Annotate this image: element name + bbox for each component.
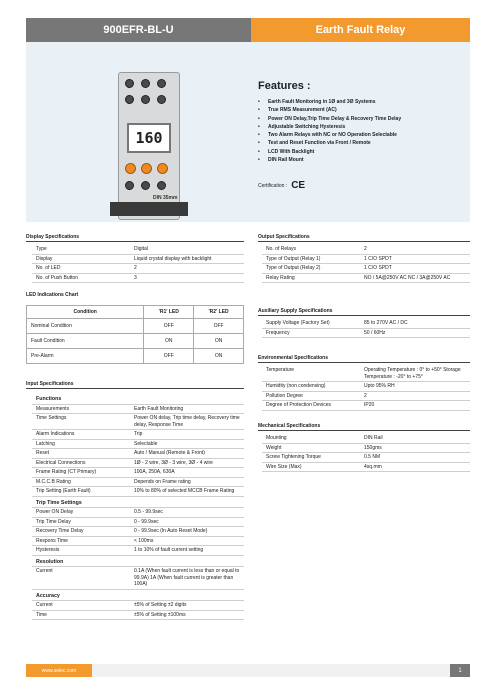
spec-value: 0 - 99.9sec (In Auto Reset Mode) — [134, 528, 208, 534]
spec-label: No. of Relays — [266, 246, 297, 252]
mech-spec-table — [262, 434, 470, 472]
spec-label: Pollution Degree — [266, 392, 303, 399]
spec-label: Mounting — [266, 435, 287, 441]
aux-spec-title: Auxiliary Supply Specifications — [258, 308, 333, 314]
led-header-cell: Condition — [27, 306, 144, 319]
table-row — [32, 508, 244, 518]
spec-label: Latching — [36, 440, 55, 447]
table-row — [32, 273, 244, 283]
spec-label: Display — [36, 255, 53, 262]
table-row — [32, 610, 244, 620]
led-chart-title: LED Indications Chart — [26, 292, 79, 298]
trip-time-heading: Trip Time Settings — [36, 499, 82, 506]
led-chart-table — [26, 305, 244, 364]
spec-label: Respons Time — [36, 537, 68, 544]
spec-label: Temperature — [266, 367, 295, 373]
cert-label: Certification : — [258, 182, 288, 189]
table-row — [32, 567, 244, 590]
spec-value: 0 - 99.9sec — [134, 518, 159, 525]
table-row — [32, 254, 244, 264]
spec-value: 1 C/O SPDT — [364, 255, 392, 262]
spec-label: Frequency — [266, 329, 290, 336]
table-row — [32, 517, 244, 527]
table-row — [262, 245, 470, 254]
divider — [26, 388, 244, 389]
spec-value: 1 C/O SPDT — [364, 265, 392, 271]
table-row — [262, 382, 470, 392]
spec-label: Relay Rating — [266, 274, 295, 281]
table-row — [262, 273, 470, 283]
led-cell: OFF — [144, 319, 194, 334]
env-spec-title: Environmental Specifications — [258, 355, 329, 361]
spec-label: Measurements — [36, 405, 70, 412]
divider — [258, 315, 470, 316]
led-row — [27, 334, 244, 349]
feature-item: • LCD With Backlight — [258, 148, 473, 156]
accuracy-heading: Accuracy — [36, 592, 60, 599]
spec-label: Time — [36, 611, 47, 618]
table-row — [32, 527, 244, 537]
spec-label: Time Settings — [36, 415, 67, 421]
led-cell: Pre-Alarm — [27, 349, 144, 364]
spec-value: 2 — [364, 392, 367, 399]
led-row — [27, 319, 244, 334]
divider — [26, 241, 244, 242]
spec-value: Earth Fault Monitoring — [134, 405, 184, 412]
spec-value: 1Ø - 2 wire, 3Ø - 3 wire, 3Ø - 4 wire — [134, 459, 213, 466]
feature-item: • Power ON Delay,Trip Time Delay & Recovery Time Delay — [258, 115, 473, 123]
spec-label: Alarm Indications — [36, 431, 75, 437]
table-row — [32, 477, 244, 487]
website-link[interactable]: www.selec.com — [26, 664, 92, 677]
spec-value: 0.5 NM — [364, 454, 381, 460]
display-spec-table — [32, 245, 244, 283]
spec-value: Operating Temperature : 0° to +50° Storage Temperature : -20° to +75° — [364, 367, 461, 380]
table-row — [32, 468, 244, 478]
spec-label: Current — [36, 602, 53, 608]
spec-label: Type of Output (Relay 2) — [266, 265, 321, 271]
spec-label: Trip Time Delay — [36, 518, 71, 525]
spec-value: 100A, 250A, 630A — [134, 469, 175, 475]
led-header-cell: 'R1' LED — [144, 306, 194, 319]
spec-label: Recovery Time Delay — [36, 528, 84, 534]
spec-value: 1 to 10% of fault current setting — [134, 547, 204, 553]
spec-value: Selectable — [134, 440, 158, 447]
table-row — [262, 254, 470, 264]
footer-bar — [26, 664, 470, 677]
functions-heading: Functions — [36, 396, 62, 402]
spec-label: Supply Voltage (Factory Set) — [266, 320, 330, 326]
spec-value: < 100ms — [134, 537, 154, 544]
divider — [258, 241, 470, 242]
feature-item: • Test and Reset Function via Front / Remote — [258, 139, 473, 147]
led-cell: Nominal Condition — [27, 319, 144, 334]
led-cell: ON — [194, 334, 244, 349]
feature-item: • Earth Fault Monitoring in 1Ø and 3Ø Systems — [258, 98, 473, 106]
product-title: Earth Fault Relay — [251, 18, 470, 42]
feature-item: • Adjustable Switching Hysteresis — [258, 123, 473, 131]
table-row — [262, 401, 470, 411]
spec-label: Screw Tightening Torque — [266, 454, 321, 460]
spec-value: DIN Rail — [364, 435, 383, 441]
model-number: 900EFR-BL-U — [26, 18, 251, 42]
spec-value: Depends on Frame rating — [134, 478, 191, 485]
env-spec-table — [262, 366, 470, 411]
spec-value: 4sq.mm — [364, 463, 382, 470]
spec-label: Degree of Protection Devices — [266, 402, 332, 408]
spec-label: Current — [36, 568, 53, 574]
led-cell: ON — [144, 334, 194, 349]
spec-label: Type — [36, 246, 47, 252]
spec-value: Trip — [134, 431, 143, 437]
spec-label: Wire Size (Max) — [266, 463, 302, 470]
spec-value: 2 — [134, 265, 137, 271]
mech-spec-title: Mechanical Specifications — [258, 423, 321, 429]
spec-label: M.C.C.B Rating — [36, 478, 71, 485]
spec-label: No. of LED — [36, 265, 61, 271]
table-row — [262, 443, 470, 453]
spec-value: Power ON delay, Trip time delay, Recovery time delay, Response Time — [134, 415, 240, 428]
spec-label: Humidity (non condensing) — [266, 383, 326, 389]
spec-value: IP20 — [364, 402, 375, 408]
spec-label: Electrical Connections — [36, 459, 86, 466]
spec-value: ±5% of Setting ±100ms — [134, 611, 186, 618]
spec-label: Weight — [266, 444, 282, 451]
table-row — [32, 601, 244, 611]
output-spec-title: Output Specifications — [258, 234, 310, 240]
header-bar — [26, 18, 470, 42]
spec-value: 10% to 80% of selected MCCB Frame Rating — [134, 488, 235, 494]
spec-value: Digital — [134, 246, 148, 252]
divider — [258, 362, 470, 363]
spec-value: Upto 95% RH — [364, 383, 395, 389]
page-number: 1 — [450, 664, 470, 677]
spec-label: Trip Setting (Earth Fault) — [36, 488, 91, 494]
led-cell: ON — [194, 349, 244, 364]
subheading-row — [32, 589, 244, 601]
feature-item: • Two Alarm Relays with NC or NO Operation Selectable — [258, 131, 473, 139]
led-cell: OFF — [144, 349, 194, 364]
resolution-heading: Resolution — [36, 558, 64, 565]
spec-label: No. of Push Button — [36, 274, 78, 281]
table-row — [32, 439, 244, 449]
subheading-row — [32, 393, 244, 404]
spec-value: 85 to 270V AC / DC — [364, 320, 408, 326]
led-cell: OFF — [194, 319, 244, 334]
device-lcd: 160 — [127, 123, 171, 153]
spec-value: Liquid crystal display with backlight — [134, 255, 212, 262]
table-row — [32, 536, 244, 546]
led-header-cell: 'R2' LED — [194, 306, 244, 319]
output-spec-table — [262, 245, 470, 283]
feature-item: • DIN Rail Mount — [258, 156, 473, 164]
led-cell: Fault Condition — [27, 334, 144, 349]
spec-value: 50 / 60Hz — [364, 329, 386, 336]
divider — [258, 430, 470, 431]
table-row — [262, 366, 470, 382]
spec-label: Reset — [36, 450, 50, 456]
table-row — [262, 453, 470, 463]
spec-value: Auto / Manual (Remote & Front) — [134, 450, 205, 456]
spec-value: 3 — [134, 274, 137, 281]
table-row — [32, 404, 244, 414]
feature-item: • True RMS Measurement (AC) — [258, 106, 473, 114]
led-row — [27, 349, 244, 364]
spec-label: Power ON Delay — [36, 509, 74, 515]
table-row — [32, 264, 244, 274]
table-row — [262, 328, 470, 338]
din-rail — [110, 202, 188, 216]
spec-value: NO / 5A@250V AC NC / 3A@250V AC — [364, 274, 451, 281]
table-row — [262, 434, 470, 443]
spec-value: 0.1A (When fault current is less than or equal to 99.9A) 1A (When fault current is greater than 100A) — [134, 568, 240, 587]
features-heading: Features : — [258, 80, 311, 92]
spec-label: Type of Output (Relay 1) — [266, 255, 321, 262]
table-row — [262, 319, 470, 328]
certification — [258, 180, 305, 191]
table-row — [262, 391, 470, 401]
features-list — [258, 98, 473, 164]
table-row — [32, 449, 244, 459]
spec-value: 0.5 - 99.9sec — [134, 509, 163, 515]
table-row — [32, 245, 244, 254]
input-spec-table — [32, 393, 244, 620]
display-spec-title: Display Specifications — [26, 234, 80, 240]
spec-value: ±5% of Setting ±2 digits — [134, 602, 187, 608]
table-row — [32, 414, 244, 430]
ce-mark-icon: CE — [291, 180, 306, 191]
table-row — [262, 462, 470, 472]
spec-value: 150gms — [364, 444, 382, 451]
table-row — [32, 458, 244, 468]
table-row — [262, 264, 470, 274]
led-header-row — [27, 306, 244, 319]
spec-value: 2 — [364, 246, 367, 252]
spec-label: Frame Rating (CT Primary) — [36, 469, 97, 475]
subheading-row — [32, 496, 244, 508]
spec-label: Hysteresis — [36, 547, 60, 553]
subheading-row — [32, 555, 244, 567]
table-row — [32, 546, 244, 556]
features-block — [258, 80, 473, 164]
aux-spec-table — [262, 319, 470, 338]
input-spec-title: Input Specifications — [26, 381, 74, 387]
table-row — [32, 430, 244, 440]
table-row — [32, 487, 244, 497]
device-caption: DIN 35mm — [153, 195, 178, 201]
